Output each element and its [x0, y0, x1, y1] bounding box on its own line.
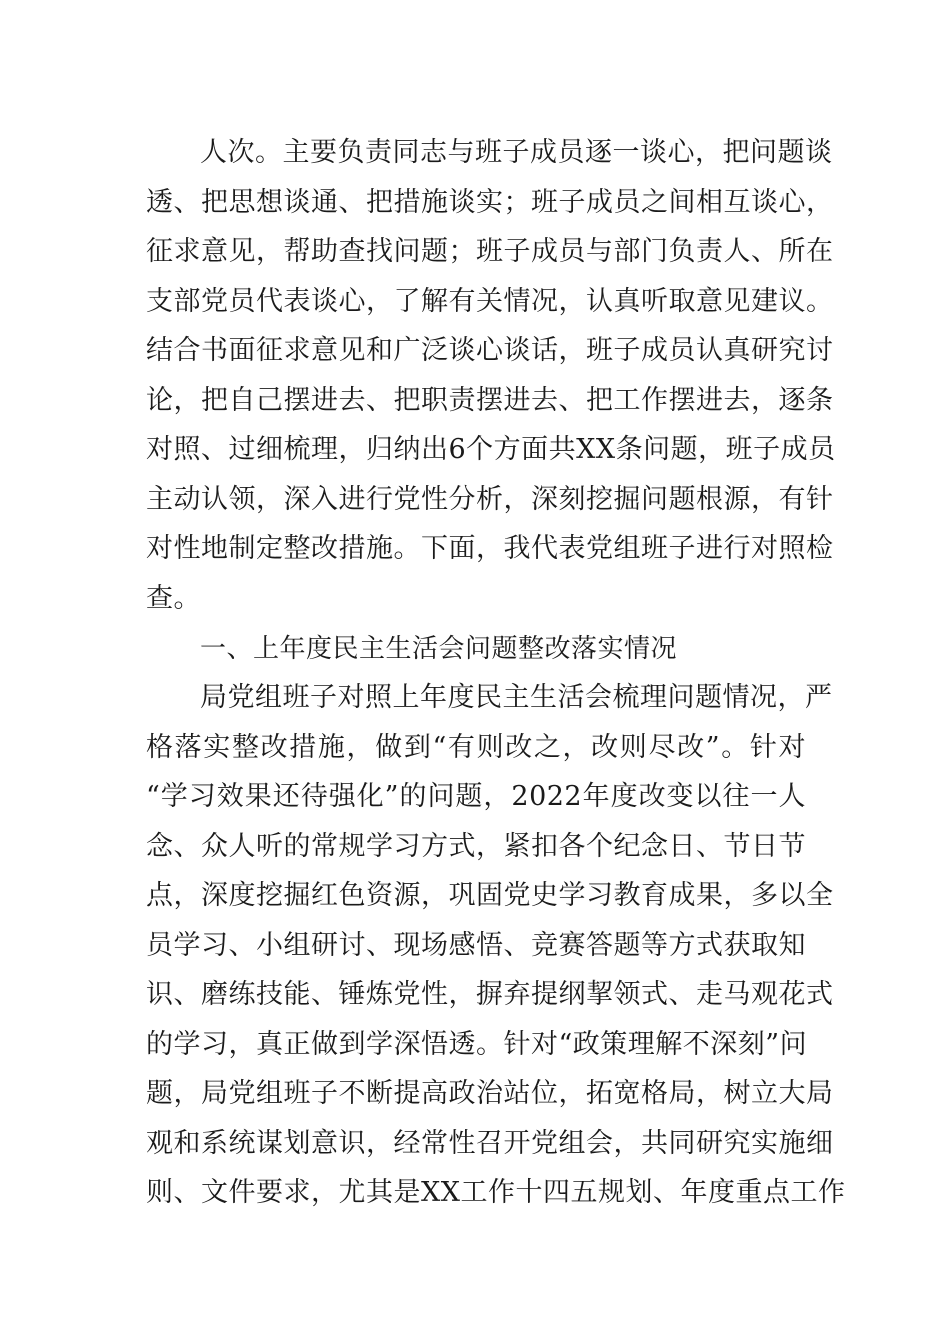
paragraph-2-line-11: 则、文件要求，尤其是XX工作十四五规划、年度重点工作: [146, 1177, 846, 1208]
paragraph-1-line-6: 论，把自己摆进去、把职责摆进去、把工作摆进去，逐条: [146, 385, 834, 416]
paragraph-2-line-9: 题，局党组班子不断提高政治站位，拓宽格局，树立大局: [146, 1078, 834, 1109]
paragraph-2-line-1: 局党组班子对照上年度民主生活会梳理问题情况，严: [200, 682, 833, 713]
paragraph-2-line-7: 识、磨练技能、锤炼党性，摒弃提纲挈领式、走马观花式: [146, 979, 834, 1010]
paragraph-2-line-10: 观和系统谋划意识，经常性召开党组会，共同研究实施细: [146, 1128, 834, 1159]
paragraph-2-line-5: 点，深度挖掘红色资源，巩固党史学习教育成果，多以全: [146, 880, 834, 911]
paragraph-1-line-1: 人次。主要负责同志与班子成员逐一谈心，把问题谈: [200, 137, 833, 168]
paragraph-1-line-9: 对性地制定整改措施。下面，我代表党组班子进行对照检: [146, 533, 834, 564]
paragraph-2-line-6: 员学习、小组研讨、现场感悟、竞赛答题等方式获取知: [146, 930, 806, 961]
paragraph-2-line-4: 念、众人听的常规学习方式，紧扣各个纪念日、节日节: [146, 831, 806, 862]
paragraph-1-line-8: 主动认领，深入进行党性分析，深刻挖掘问题根源，有针: [146, 484, 834, 515]
section-heading: 一、上年度民主生活会问题整改落实情况: [200, 634, 678, 664]
paragraph-1-line-5: 结合书面征求意见和广泛谈心谈话，班子成员认真研究讨: [146, 335, 834, 366]
paragraph-1-line-7: 对照、过细梳理，归纳出6个方面共XX条问题，班子成员: [146, 434, 836, 465]
paragraph-1-line-3: 征求意见，帮助查找问题；班子成员与部门负责人、所在: [146, 236, 834, 267]
paragraph-1-line-2: 透、把思想谈通、把措施谈实；班子成员之间相互谈心，: [146, 187, 834, 218]
paragraph-1-line-10: 查。: [146, 583, 201, 614]
paragraph-2-line-8: 的学习，真正做到学深悟透。针对“政策理解不深刻”问: [146, 1029, 808, 1060]
paragraph-2-line-2: 格落实整改措施，做到“有则改之，改则尽改”。针对: [146, 732, 806, 763]
paragraph-2-line-3: “学习效果还待强化”的问题，2022年度改变以往一人: [146, 781, 806, 812]
paragraph-1-line-4: 支部党员代表谈心，了解有关情况，认真听取意见建议。: [146, 286, 834, 317]
